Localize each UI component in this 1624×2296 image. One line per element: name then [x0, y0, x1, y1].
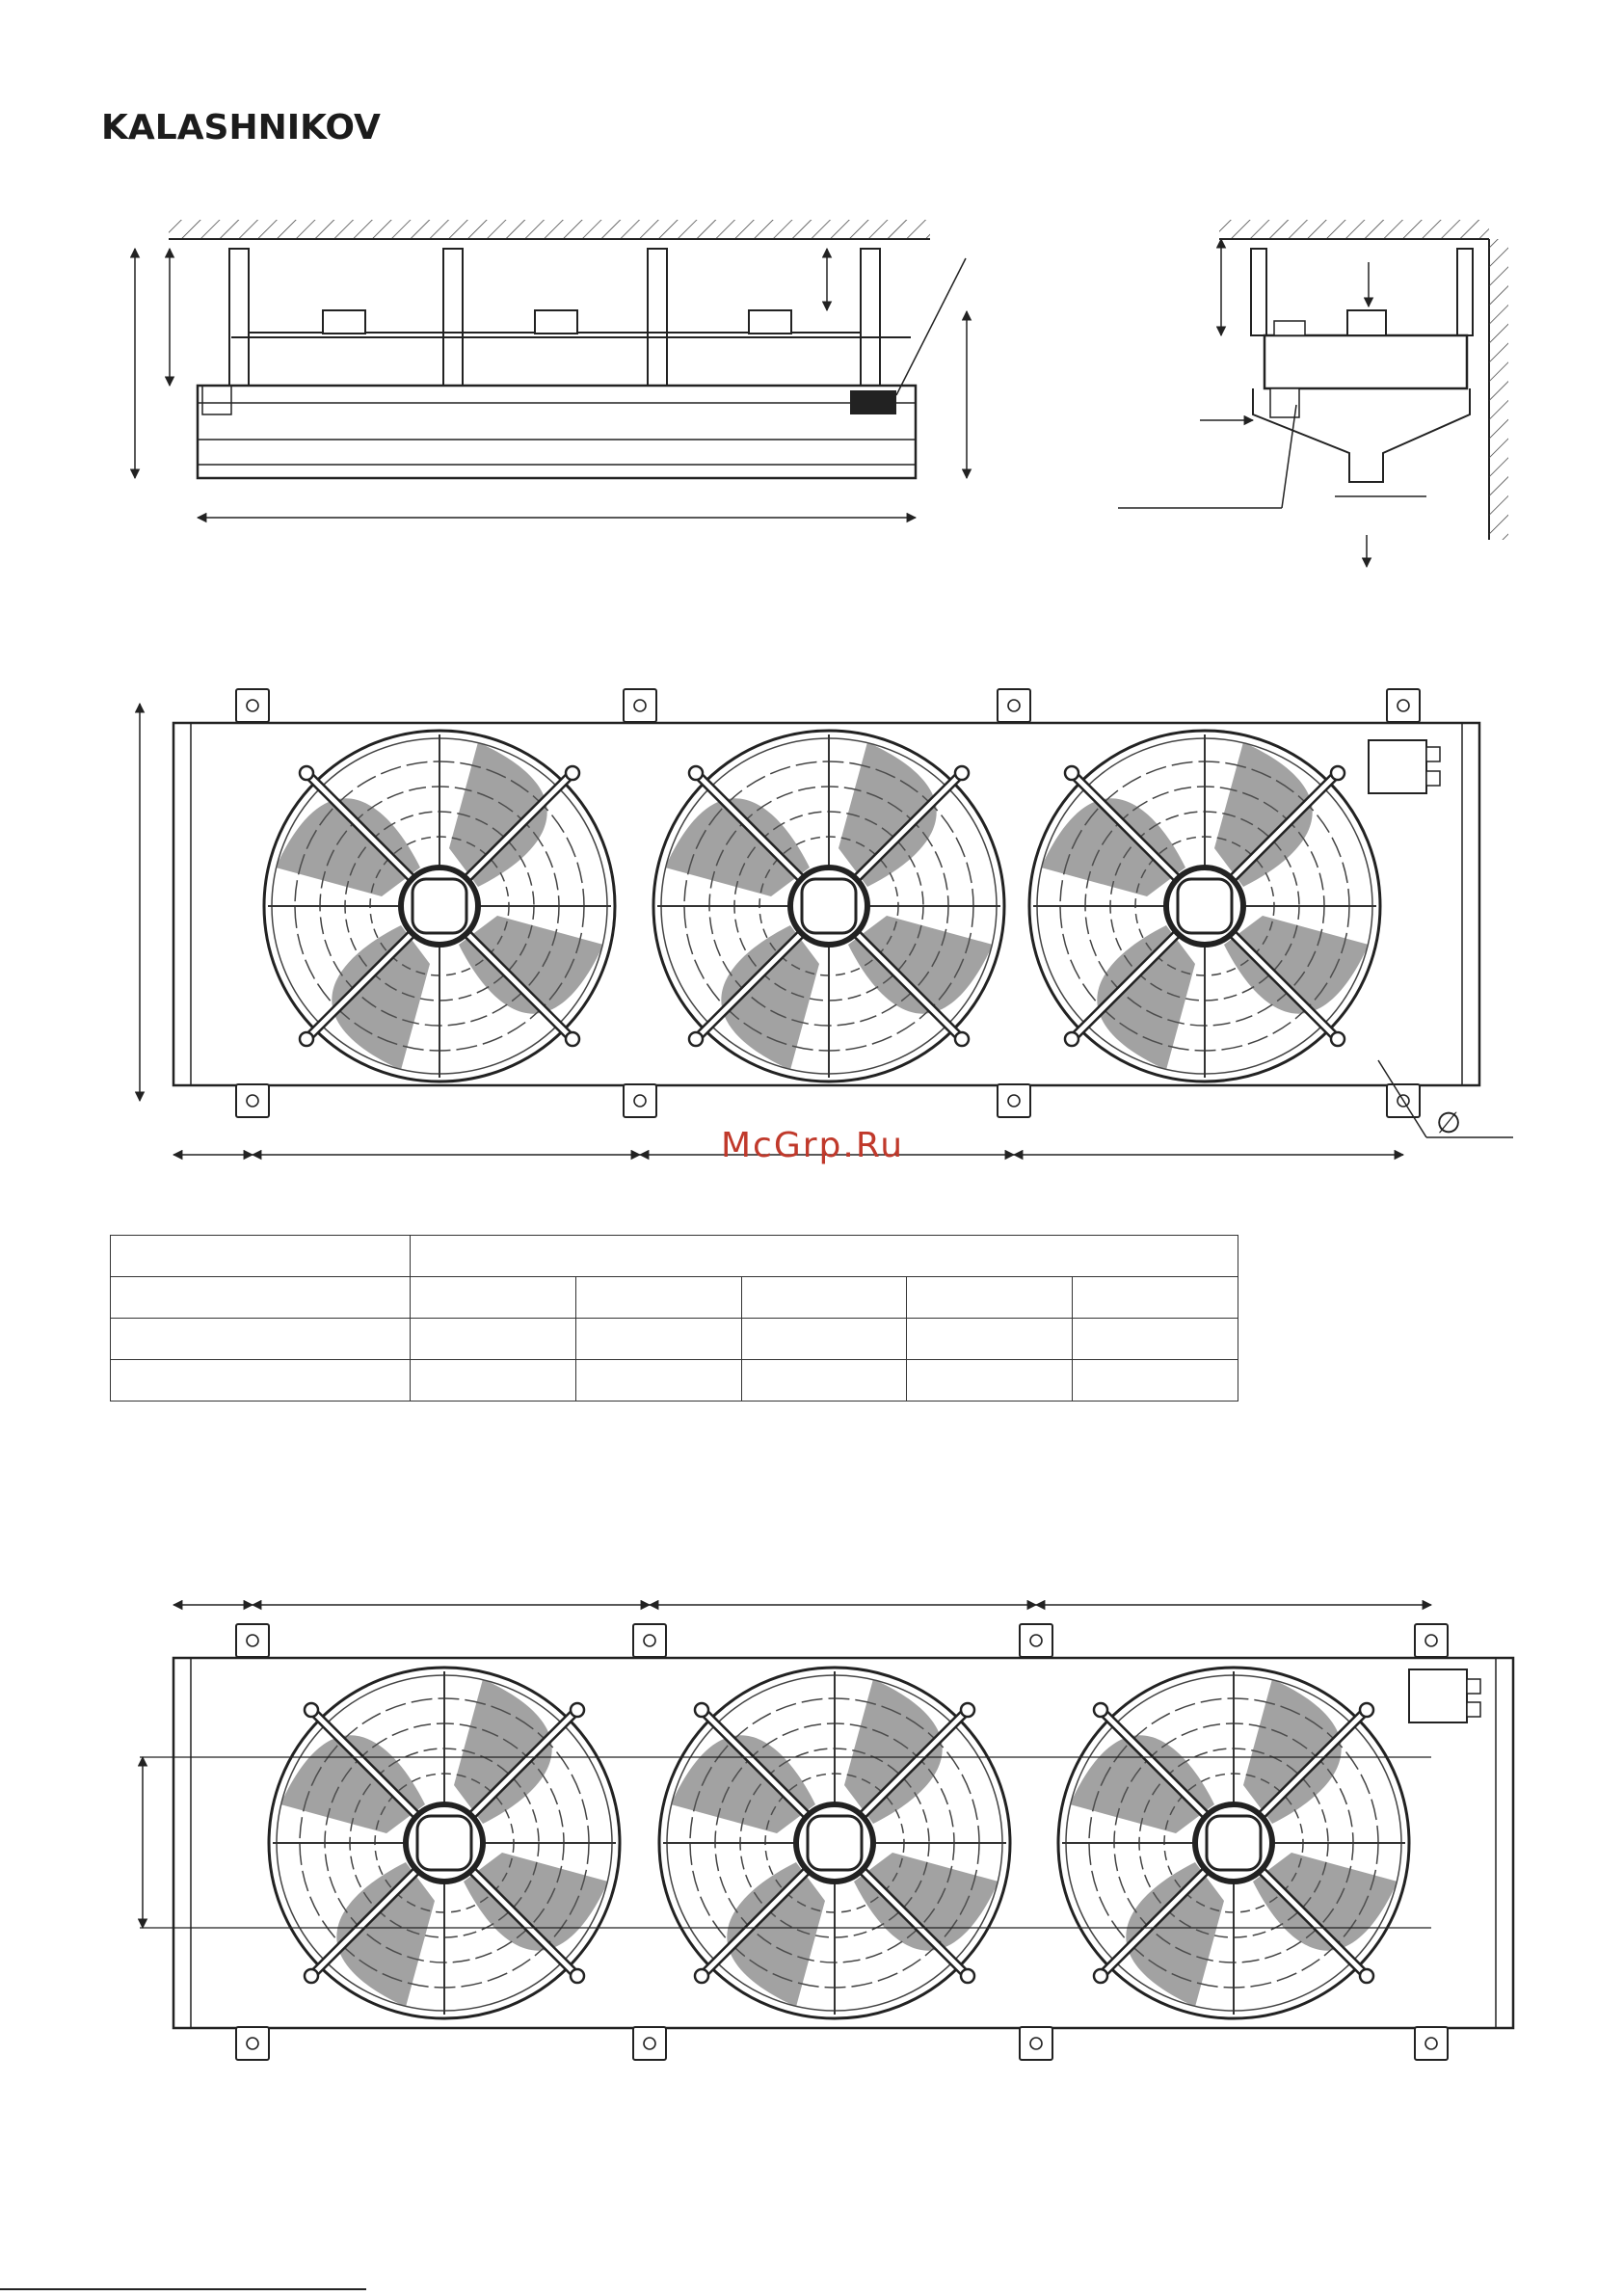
top-view-fans — [140, 689, 1513, 1155]
table-cell — [111, 1360, 411, 1402]
table-cell — [111, 1277, 411, 1319]
table-cell — [575, 1277, 741, 1319]
table-row — [111, 1319, 1238, 1360]
watermark: McGrp.Ru — [721, 1126, 905, 1165]
table-cell — [741, 1360, 907, 1402]
side-elevation-view — [135, 220, 967, 518]
table-cell — [575, 1319, 741, 1360]
spec-table — [110, 1235, 1238, 1402]
bottom-view-fans — [140, 1605, 1513, 2060]
table-cell — [1073, 1277, 1238, 1319]
table-cell — [1073, 1360, 1238, 1402]
table-cell — [111, 1236, 411, 1277]
footer-rule — [0, 2288, 366, 2290]
table-cell — [411, 1277, 576, 1319]
table-cell — [1073, 1319, 1238, 1360]
table-cell — [411, 1319, 576, 1360]
table-row — [111, 1236, 1238, 1277]
table-row — [111, 1277, 1238, 1319]
table-cell — [907, 1319, 1073, 1360]
table-cell — [111, 1319, 411, 1360]
table-cell — [741, 1277, 907, 1319]
end-section-view — [1118, 220, 1508, 567]
table-cell — [741, 1319, 907, 1360]
table-cell — [907, 1360, 1073, 1402]
brand-logo: KALASHNIKOV — [101, 108, 381, 147]
table-cell — [575, 1360, 741, 1402]
table-cell — [411, 1236, 1238, 1277]
table-cell — [907, 1277, 1073, 1319]
table-row — [111, 1360, 1238, 1402]
table-cell — [411, 1360, 576, 1402]
diameter-symbol: ∅ — [1436, 1107, 1462, 1140]
